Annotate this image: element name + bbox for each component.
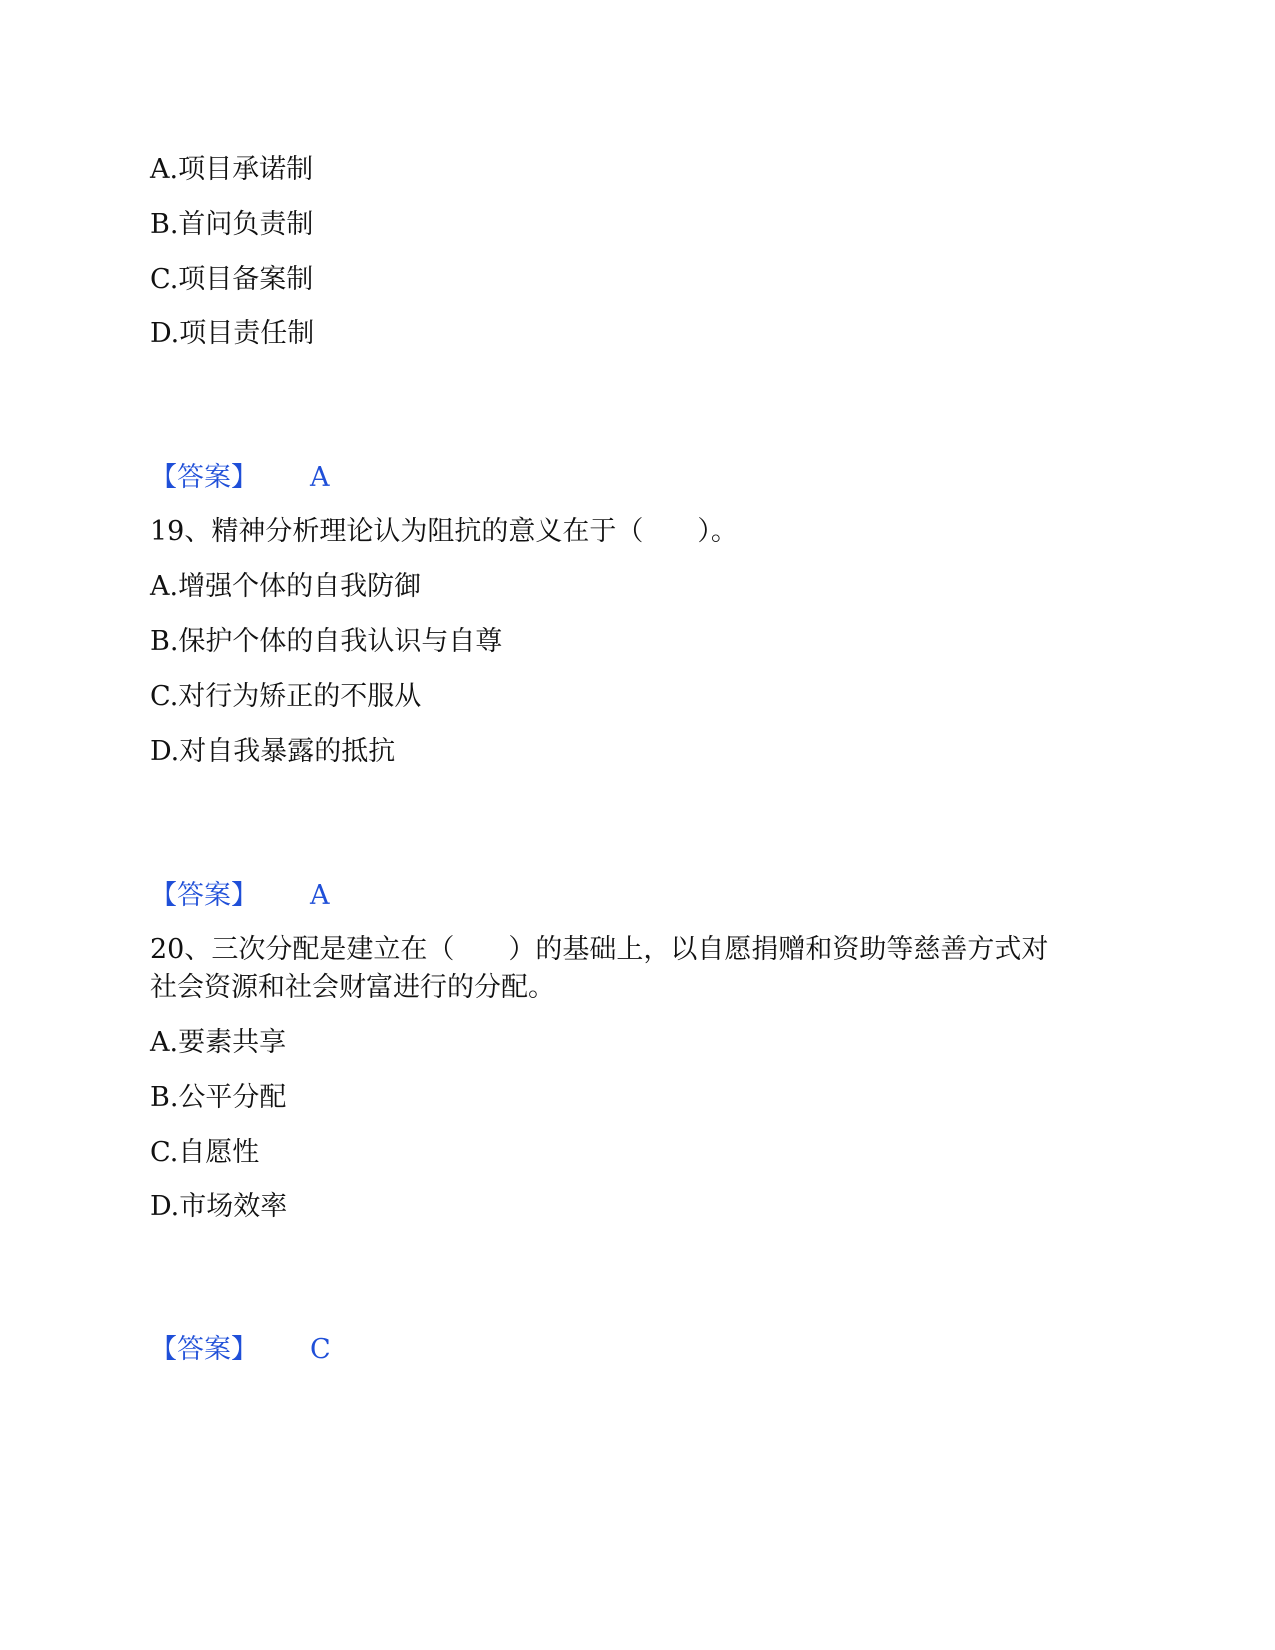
q19-answer xyxy=(150,876,330,916)
answer-value: A xyxy=(310,462,330,493)
q19-option-d: D.对自我暴露的抵抗 xyxy=(150,736,396,767)
q18-option-d: D.项目责任制 xyxy=(150,318,315,349)
q20-answer xyxy=(150,1330,331,1370)
q18-option-a: A.项目承诺制 xyxy=(150,154,314,185)
q20-option-c: C.自愿性 xyxy=(150,1137,260,1168)
answer-label: 【答案】 xyxy=(150,880,258,911)
q20-question-line2: 社会资源和社会财富进行的分配。 xyxy=(150,972,555,1003)
q20-option-b: B.公平分配 xyxy=(150,1082,287,1113)
q19-option-a: A.增强个体的自我防御 xyxy=(150,571,422,602)
q20-option-d: D.市场效率 xyxy=(150,1191,288,1222)
q19-option-b: B.保护个体的自我认识与自尊 xyxy=(150,626,503,657)
q19-option-c: C.对行为矫正的不服从 xyxy=(150,681,422,712)
q18-option-b: B.首问负责制 xyxy=(150,209,314,240)
answer-label: 【答案】 xyxy=(150,1334,258,1365)
q20-question-line1: 20、三次分配是建立在（ ）的基础上，以自愿捐赠和资助等慈善方式对 xyxy=(150,934,1049,965)
q19-question: 19、精神分析理论认为阻抗的意义在于（ ）。 xyxy=(150,516,738,547)
answer-label: 【答案】 xyxy=(150,462,258,493)
answer-value: A xyxy=(310,880,330,911)
q18-answer xyxy=(150,458,330,498)
q20-option-a: A.要素共享 xyxy=(150,1027,287,1058)
q18-option-c: C.项目备案制 xyxy=(150,264,314,295)
answer-value: C xyxy=(310,1334,331,1365)
